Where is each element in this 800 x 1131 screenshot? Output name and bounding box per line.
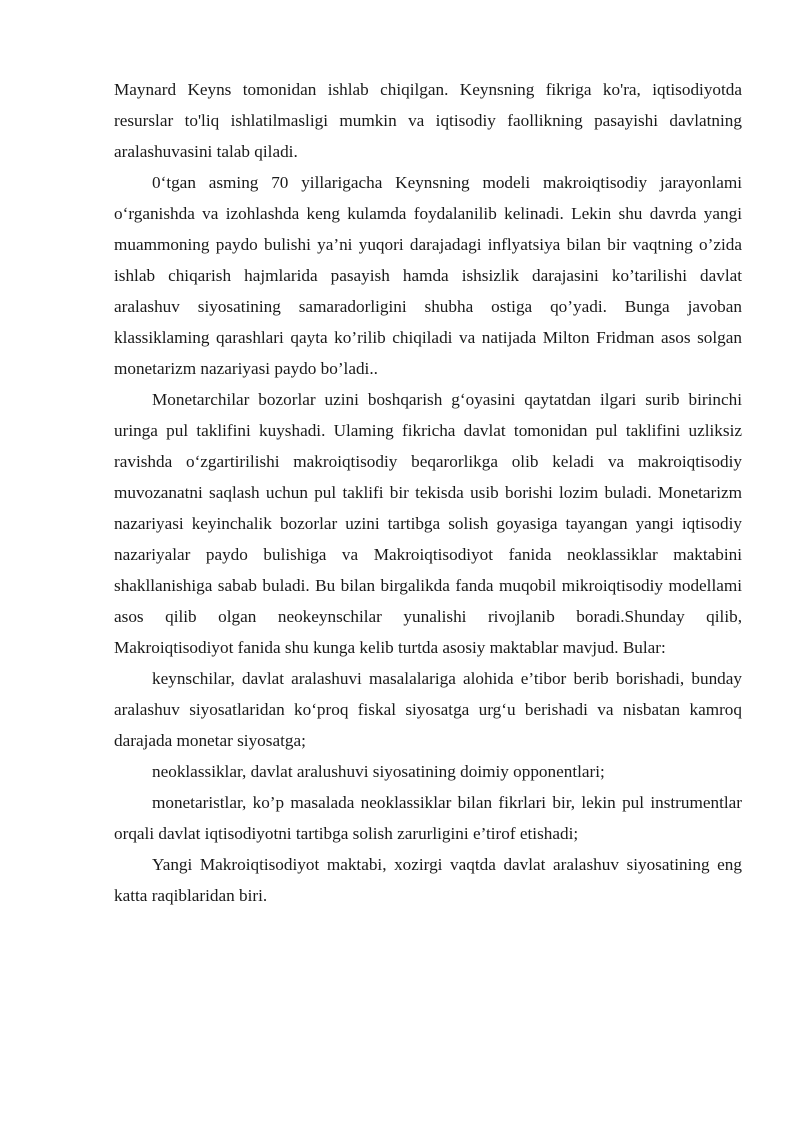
paragraph-keynes-model: 0‘tgan asming 70 yillarigacha Keynsning modeli makroiqtisodiy jarayonlami o‘rganishda va izohlashda keng kulamda foydalanilib kelinadi. Lekin shu davrda yangi muammoning paydo bulishi ya’ni yuqori darajadagi inflyatsiya bilan bir vaqtning o’zida ishlab chiqarish hajmlarida pasayish hamda ishsizlik darajasini ko’tarilishi davlat aralashuv siyosatining samaradorligini shubha ostiga qo’yadi. Bunga javoban klassiklaming qarashlari qayta ko’rilib chiqiladi va natijada Milton Fridman asos solgan monetarizm nazariyasi paydo bo’ladi..: [114, 173, 742, 378]
list-item-neoclassicals: neoklassiklar, davlat aralushuvi siyosatining doimiy opponentlari;: [152, 762, 605, 781]
paragraph-monetarists: Monetarchilar bozorlar uzini boshqarish g‘oyasini qaytatdan ilgari surib birinchi uringa pul taklifini kuyshadi. Ulaming fikricha davlat tomonidan pul taklifini uzliksiz ravishda o‘zgartirilishi makroiqtisodiy beqarorlikga olib keladi va makroiqtisodiy muvozanatni saqlash uchun pul taklifi bir tekisda usib borishi lozim buladi. Monetarizm nazariyasi keyinchalik bozorlar uzini tartibga solish goyasiga tayangan yangi iqtisodiy nazariyalar paydo bulishiga va Makroiqtisodiyot fanida neoklassiklar maktabini shakllanishiga sabab buladi. Bu bilan birgalikda fanda muqobil mikroiqtisodiy modellami asos qilib olgan neokeynschilar yunalishi rivojlanib boradi.Shunday qilib, Makroiqtisodiyot fanida shu kunga kelib turtda asosiy maktablar mavjud. Bular:: [114, 390, 742, 657]
paragraph-continuation: Maynard Keyns tomonidan ishlab chiqilgan. Keynsning fikriga ko'ra, iqtisodiyotda resurslar to'liq ishlatilmasligi mumkin va iqtisodiy faollikning pasayishi davlatning aralashuvasini talab qiladi.: [114, 80, 742, 161]
list-item-new-macroeconomics: Yangi Makroiqtisodiyot maktabi, xozirgi vaqtda davlat aralashuv siyosatining eng katta raqiblaridan biri.: [114, 855, 742, 905]
list-item-monetarists: monetaristlar, ko’p masalada neoklassiklar bilan fikrlari bir, lekin pul instrumentlar orqali davlat iqtisodiyotni tartibga solish zarurligini e’tirof etishadi;: [114, 793, 742, 843]
list-item-keynesians: keynschilar, davlat aralashuvi masalalariga alohida e’tibor berib borishadi, bunday aralashuv siyosatlaridan ko‘proq fiskal siyosatga urg‘u berishadi va nisbatan kamroq darajada monetar siyosatga;: [114, 669, 742, 750]
body-text: [114, 74, 742, 911]
